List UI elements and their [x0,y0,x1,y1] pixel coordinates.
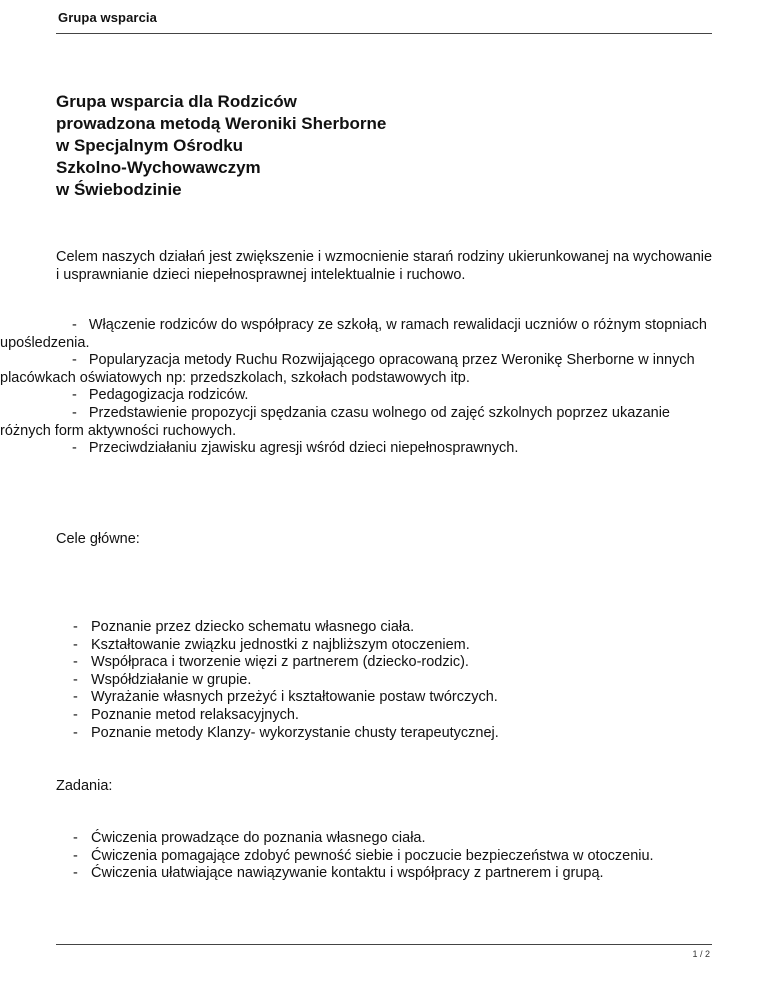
page-header-title: Grupa wsparcia [58,10,157,25]
bullet-dash: - [73,724,78,741]
bullet-dash: - [72,387,77,404]
title-line: prowadzona metodą Weroniki Sherborne [56,114,387,133]
goal-text: Włączenie rodziców do współpracy ze szkołą, w ramach rewalidacji uczniów o różnym stopniach upośledzenia. [0,317,707,351]
main-goal-text: Współdziałanie w grupie. [91,671,252,688]
bullet-dash: - [73,636,78,653]
main-goal-text: Współpraca i tworzenie więzi z partnerem (dziecko-rodzic). [91,654,469,671]
tasks-list [73,830,723,883]
title-line: Grupa wsparcia dla Rodziców [56,92,297,111]
title-line: w Specjalnym Ośrodku [56,136,244,155]
goal-text: Przedstawienie propozycji spędzania czasu wolnego od zajęć szkolnych poprzez ukazanie różnych form aktywności ruchowych. [0,404,670,439]
main-goal-text: Poznanie metod relaksacyjnych. [91,706,299,723]
goal-text: Pedagogizacja rodziców. [88,387,249,404]
bullet-dash: - [73,671,78,688]
main-goal-item [73,637,723,655]
goal-item [0,317,716,352]
tasks-heading: Zadania: [56,778,113,794]
main-goals-list [73,619,723,742]
goal-item [0,387,716,405]
title-line: Szkolno-Wychowawczym [56,158,261,177]
title-line: w Świebodzinie [56,180,182,199]
main-goal-text: Wyrażanie własnych przeżyć i kształtowanie postaw twórczych. [91,689,498,706]
bullet-dash: - [73,865,78,882]
main-goal-text: Poznanie przez dziecko schematu własnego ciała. [91,619,415,635]
intro-paragraph: Celem naszych działań jest zwiększenie i wzmocnienie starań rodziny ukierunkowanej na wychowanie i usprawnianie dzieci niepełnosprawnej intelektualnie i ruchowo. [56,249,713,283]
document-title [56,91,656,201]
goal-item [0,440,716,458]
bullet-dash: - [73,830,78,846]
footer-divider [56,944,712,945]
goal-text: Przeciwdziałaniu zjawisku agresji wśród dzieci niepełnosprawnych. [88,440,519,457]
task-item [73,848,723,866]
header-divider [56,33,712,34]
main-goal-item [73,654,723,672]
goal-text: Popularyzacja metody Ruchu Rozwijającego opracowaną przez Weronikę Sherborne w innych placówkach oświatowych np: przedszkolach, szkołach podstawowych itp. [0,352,695,386]
bullet-dash: - [73,706,78,723]
main-goal-item [73,619,723,637]
bullet-dash: - [73,654,78,671]
goal-item [0,405,716,440]
task-text: Ćwiczenia prowadzące do poznania własnego ciała. [91,830,426,846]
main-goal-item [73,672,723,690]
bullet-dash: - [73,619,78,635]
main-goal-text: Poznanie metody Klanzy- wykorzystanie chusty terapeutycznej. [91,724,499,741]
main-goal-item [73,689,723,707]
goals-list [0,317,716,458]
task-text: Ćwiczenia ułatwiające nawiązywanie kontaktu i współpracy z partnerem i grupą. [91,865,604,882]
page-number: 1 / 2 [692,949,710,959]
task-item [73,830,723,848]
main-goal-item [73,725,723,743]
goal-item [0,352,716,387]
bullet-dash: - [72,440,77,457]
bullet-dash: - [72,404,77,421]
bullet-dash: - [73,847,78,864]
main-goal-text: Kształtowanie związku jednostki z najbliższym otoczeniem. [91,636,470,653]
bullet-dash: - [72,317,77,333]
bullet-dash: - [73,689,78,706]
main-goals-heading: Cele główne: [56,531,140,547]
task-text: Ćwiczenia pomagające zdobyć pewność siebie i poczucie bezpieczeństwa w otoczeniu. [91,847,654,864]
bullet-dash: - [72,352,77,369]
task-item [73,865,723,883]
main-goal-item [73,707,723,725]
